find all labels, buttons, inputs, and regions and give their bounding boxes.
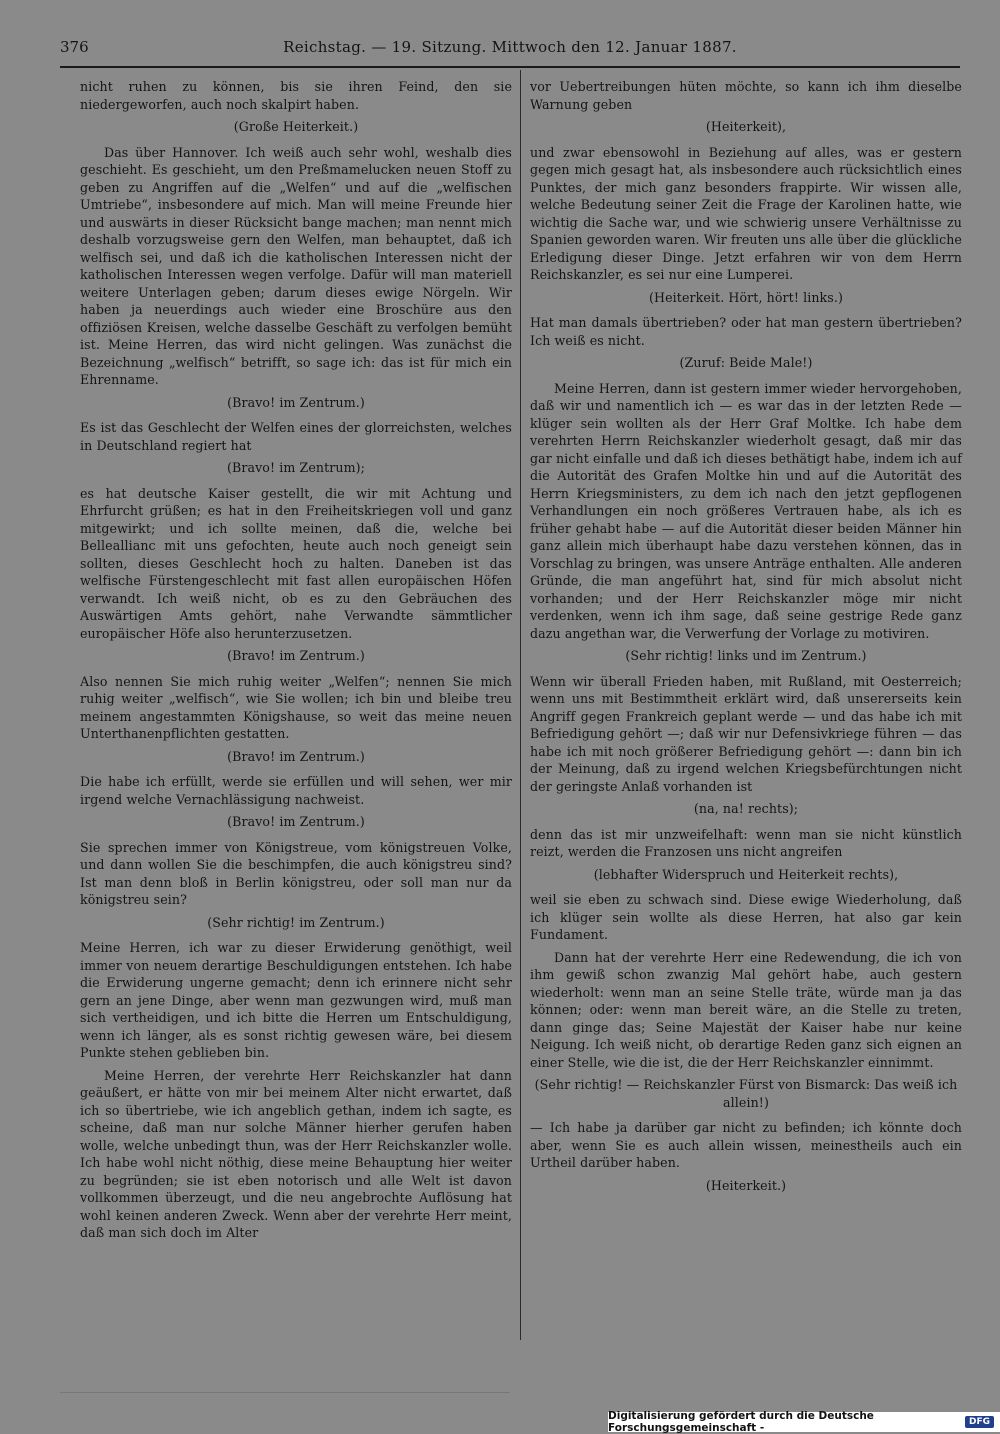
- interjection: (Sehr richtig! im Zentrum.): [207, 914, 385, 930]
- page-number: 376: [60, 38, 89, 56]
- paragraph: nicht ruhen zu können, bis sie ihren Feind, den sie niedergeworfen, auch noch skalpirt haben.: [80, 79, 512, 112]
- interjection: (Bravo! im Zentrum.): [227, 648, 365, 663]
- paragraph: Meine Herren, der verehrte Herr Reichskanzler hat dann geäußert, er hätte von mir bei meinem Alter nicht erwartet, daß ich so übertriebe, wie ich angeblich gethan, indem ich sagte, es scheine, daß man nur solche Männer hierher gerufen haben wolle, welche unbedingt thun, was der Herr Reichskanzler wolle. Ich habe wohl nicht nöthig, diese meine Behauptung hier weiter zu begründen; sie ist eben notorisch und alle Welt ist davon vollkommen überzeugt, und die neu angebrochte Auflösung hat wohl keinen anderen Zweck. Wenn aber der verehrte Herr meint, daß man sich doch im Alter: [80, 1067, 512, 1240]
- paragraph: denn das ist mir unzweifelhaft: wenn man sie nicht künstlich reizt, werden die Franzosen uns nicht angreifen: [530, 826, 962, 859]
- footer-text: Digitalisierung gefördert durch die Deutsche Forschungsgemeinschaft -: [608, 1410, 874, 1434]
- paragraph: es hat deutsche Kaiser gestellt, die wir mit Achtung und Ehrfurcht grüßen; es hat in den Freiheitskriegen voll und ganz mitgewirkt; und ich sollte meinen, daß die, welche bei Belleallianc mit uns gefochten, heute auch noch geneigt sein sollten, dieses Geschlecht hoch zu halten. Daneben ist das welfische Fürstengeschlecht mit fast allen europäischen Höfen verwandt. Ich weiß nicht, ob es zu den Gebräuchen des Auswärtigen Amts gehört, nahe Verwandte sämmtlicher europäischer Höfe also herunterzusetzen.: [80, 485, 512, 641]
- dfg-logo: DFG: [965, 1416, 994, 1428]
- interjection: (Heiterkeit. Hört, hört! links.): [649, 289, 843, 305]
- interjection: (Sehr richtig! — Reichskanzler Fürst von Bismarck: Das weiß ich allein!): [534, 1077, 958, 1110]
- interjection: (Heiterkeit.): [705, 1177, 787, 1193]
- interjection: (Große Heiterkeit.): [233, 119, 359, 134]
- interjection: (lebhafter Widerspruch und Heiterkeit rechts),: [593, 866, 899, 882]
- paragraph: Die habe ich erfüllt, werde sie erfüllen und will sehen, wer mir irgend welche Vernachlässigung nachweist.: [80, 774, 512, 807]
- paragraph: Wenn wir überall Frieden haben, mit Rußland, mit Oesterreich; wenn uns mit Bestimmtheit erklärt wird, daß unsererseits kein Angriff gegen Frankreich geplant werde — und das habe ich mit Befriedigung gehört —; daß wir nur Defensivkriege führen — das habe ich mit noch größerer Befriedigung gehört —: dann bin ich der Meinung, daß zu irgend welchen Kriegsbefürchtungen nicht der geringste Anlaß vorhanden ist: [530, 673, 962, 794]
- left-column: [80, 78, 512, 1247]
- paragraph: Also nennen Sie mich ruhig weiter „Welfen“; nennen Sie mich ruhig weiter „welfisch“, wie Sie wollen; ich bin und bleibe treu meinem angestammten Königshause, so weit das meine neuen Unterthanenpflichten gestatten.: [80, 673, 512, 741]
- page-header: [60, 38, 960, 62]
- paragraph: vor Uebertreibungen hüten möchte, so kann ich ihm dieselbe Warnung geben: [530, 79, 962, 112]
- paragraph: Meine Herren, dann ist gestern immer wieder hervorgehoben, daß wir und namentlich ich — es war das in der letzten Rede — klüger sein wollten als der Herr Graf Moltke. Ich habe dem verehrten Herrn Reichskanzler wiederholt gesagt, daß mir das gar nicht einfalle und daß ich dieses bethätigt habe, indem ich auf die Autorität des Grafen Moltke hin und auf die Autorität des Herrn Kriegsministers, zu dem ich nach den jetzt gepflogenen Verhandlungen ein noch größeres Vertrauen habe, als ich es früher gehabt habe — auf die Autorität dieser beiden Männer hin ganz allein mich überhaupt habe dazu verstehen können, das in Vorschlag zu bringen, was unsere Anträge enthalten. Alle anderen Gründe, die man angeführt hat, sind für mich absolut nicht vorhanden; und der Herr Reichskanzler möge mir nicht verdenken, wenn ich ihm sage, daß seine gestrige Rede ganz dazu angethan war, die Verwerfung der Vorlage zu motiviren.: [530, 380, 962, 641]
- interjection: (Sehr richtig! links und im Zentrum.): [625, 648, 867, 663]
- interjection: (na, na! rechts);: [693, 801, 799, 816]
- interjection: (Heiterkeit),: [705, 119, 787, 134]
- interjection: (Bravo! im Zentrum.): [227, 748, 365, 764]
- running-title: Reichstag. — 19. Sitzung. Mittwoch den 12. Januar 1887.: [283, 38, 737, 56]
- interjection: (Bravo! im Zentrum.): [227, 814, 365, 829]
- bottom-rule: [60, 1392, 510, 1393]
- column-divider: [520, 70, 521, 1340]
- right-column: [530, 78, 962, 1202]
- paragraph: Meine Herren, ich war zu dieser Erwiderung genöthigt, weil immer von neuem derartige Beschuldigungen entstehen. Ich habe die Erwiderung ungerne gemacht; denn ich erinnere nicht sehr gern an jene Dinge, aber wenn man gezwungen wird, muß man sich vertheidigen, und ich bitte die Herren um Entschuldigung, wenn ich länger, als es sonst richtig gewesen wäre, bei diesem Punkte stehen geblieben bin.: [80, 940, 512, 1060]
- paragraph: weil sie eben zu schwach sind. Diese ewige Wiederholung, daß ich klüger sein wollte als diese Herren, hat also gar kein Fundament.: [530, 892, 962, 942]
- paragraph: Sie sprechen immer von Königstreue, vom königstreuen Volke, und dann wollen Sie die beschimpfen, die auch königstreu sind? Ist man denn bloß in Berlin königstreu, oder soll man nur da königstreu sein?: [80, 839, 512, 907]
- paragraph: Es ist das Geschlecht der Welfen eines der glorreichsten, welches in Deutschland regiert hat: [80, 420, 512, 453]
- interjection: (Bravo! im Zentrum);: [226, 460, 366, 475]
- paragraph: — Ich habe ja darüber gar nicht zu befinden; ich könnte doch aber, wenn Sie es auch allein wissen, meinestheils auch ein Urtheil darüber haben.: [530, 1120, 962, 1170]
- dfg-footer: [608, 1412, 1000, 1432]
- paragraph: und zwar ebensowohl in Beziehung auf alles, was er gestern gegen mich gesagt hat, als insbesondere auch rücksichtlich eines Punktes, der mich ganz besonders frappirte. Wir wissen alle, welche Bedeutung seiner Zeit die Frage der Karolinen hatte, wie wichtig die Sache war, und wie schwierig unsere Verhältnisse zu Spanien geworden waren. Wir freuten uns alle über die glückliche Erledigung dieser Dinge. Jetzt erfahren wir von dem Herrn Reichskanzler, es sei nur eine Lumperei.: [530, 144, 962, 282]
- paragraph: Hat man damals übertrieben? oder hat man gestern übertrieben? Ich weiß es nicht.: [530, 315, 962, 348]
- paragraph: Dann hat der verehrte Herr eine Redewendung, die ich von ihm gewiß schon zwanzig Mal gehört habe, auch gestern wiederholt: wenn man an seine Stelle träte, würde man ja das können; oder: wenn man bereit wäre, an die Stelle zu treten, dann ginge das; Seine Majestät der Kaiser habe nur keine Neigung. Ich weiß nicht, ob derartige Reden ganz sich eignen an einer Stelle, wie die ist, die der Herr Reichskanzler einnimmt.: [530, 949, 962, 1070]
- header-rule: [60, 66, 960, 68]
- interjection: (Zuruf: Beide Male!): [679, 355, 813, 370]
- paragraph: Das über Hannover. Ich weiß auch sehr wohl, weshalb dies geschieht. Es geschieht, um den Preßmamelucken neuen Stoff zu geben zu Angriffen auf die „Welfen“ und auf die „welfischen Umtriebe“, insbesondere auf mich. Man will meine Freunde hier und auswärts in dieser Rücksicht bange machen; man nennt mich deshalb vorzugsweise gern den Welfen, man behauptet, daß ich welfisch sei, und daß ich die katholischen Interessen nicht der katholischen Interessen wegen verfolge. Dafür will man materiell weitere Unterlagen geben; darum dieses ewige Nörgeln. Wir haben ja neuerdings auch wieder eine Broschüre aus den offiziösen Kreisen, welche dasselbe Geschäft zu verfolgen bemüht ist. Meine Herren, das wird nicht gelingen. Was zunächst die Bezeichnung „welfisch“ betrifft, so sage ich: das ist für mich ein Ehrenname.: [80, 144, 512, 387]
- interjection: (Bravo! im Zentrum.): [227, 394, 365, 410]
